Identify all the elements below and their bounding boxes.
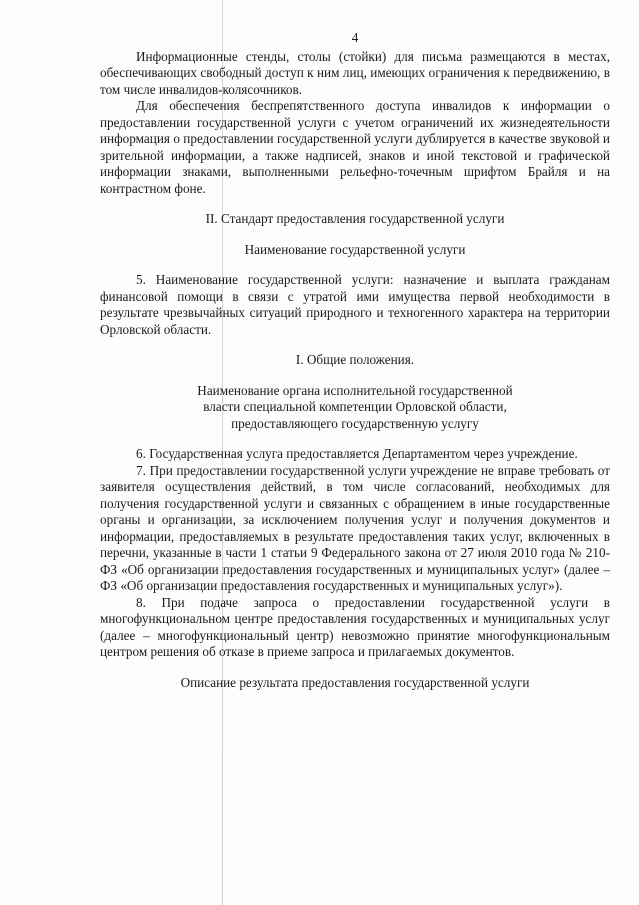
page-number: 4	[351, 30, 359, 45]
paragraph-6: 6. Государственная услуга предоставляется Департаментом через учреждение.	[136, 446, 578, 461]
paragraph-info-stands: Информационные стенды, столы (стойки) для письма размещаются в местах, обеспечивающих свободный доступ к ним лиц, имеющих ограничения к передвижению, в том числе инвалидов-колясочников.	[100, 48, 610, 97]
heading-section-ii: II. Стандарт предоставления государственной услуги	[205, 211, 505, 226]
paragraph-accessibility: Для обеспечения беспрепятственного доступа инвалидов к информации о предоставлении государственной услуги с учетом ограничений их жизнедеятельности информация о предоставлении государственной услуги дублируется в качестве звуковой и зрительной информации, а также надписей, знаков и иной текстовой и графической информации знаками, выполненными рельефно-точечным шрифтом Брайля и на контрастном фоне.	[100, 98, 610, 196]
paragraph-5: 5. Наименование государственной услуги: назначение и выплата гражданам финансовой помощи в связи с утратой ими имущества первой необходимости в результате чрезвычайных ситуаций природного и техногенного характера на территории Орловской области.	[100, 272, 610, 337]
heading-organ-line-1: Наименование органа исполнительной государственной	[197, 382, 513, 398]
heading-general: I. Общие положения.	[295, 352, 415, 367]
heading-result: Описание результата предоставления государственной услуги	[180, 674, 530, 690]
heading-service-name: Наименование государственной услуги	[244, 241, 466, 257]
heading-organ-line-2: власти специальной компетенции Орловской области,	[203, 399, 507, 414]
document-body	[100, 30, 610, 691]
paragraph-8: 8. При подаче запроса о предоставлении государственной услуги в многофункциональном центре предоставления государственных и муниципальных услуг (далее – многофункциональный центр) невозможно принятие многофункциональным центром решения об отказе в приеме запроса и прилагаемых документов.	[100, 594, 610, 659]
paragraph-7: 7. При предоставлении государственной услуги учреждение не вправе требовать от заявителя осуществления действий, в том числе согласований, необходимых для получения государственной услуги и связанных с обращением в иные государственные органы и организации, за исключением получения услуг и получения документов и информации, предоставляемых в результате предоставления таких услуг, включенных в перечни, указанные в части 1 статьи 9 Федерального закона от 27 июля 2010 года № 210-ФЗ «Об организации предоставления государственных и муниципальных услуг» (далее – ФЗ «Об организации предоставления государственных и муниципальных услуг»).	[100, 462, 610, 593]
heading-organ	[100, 383, 610, 433]
heading-organ-line-3: предоставляющего государственную услугу	[231, 415, 479, 431]
